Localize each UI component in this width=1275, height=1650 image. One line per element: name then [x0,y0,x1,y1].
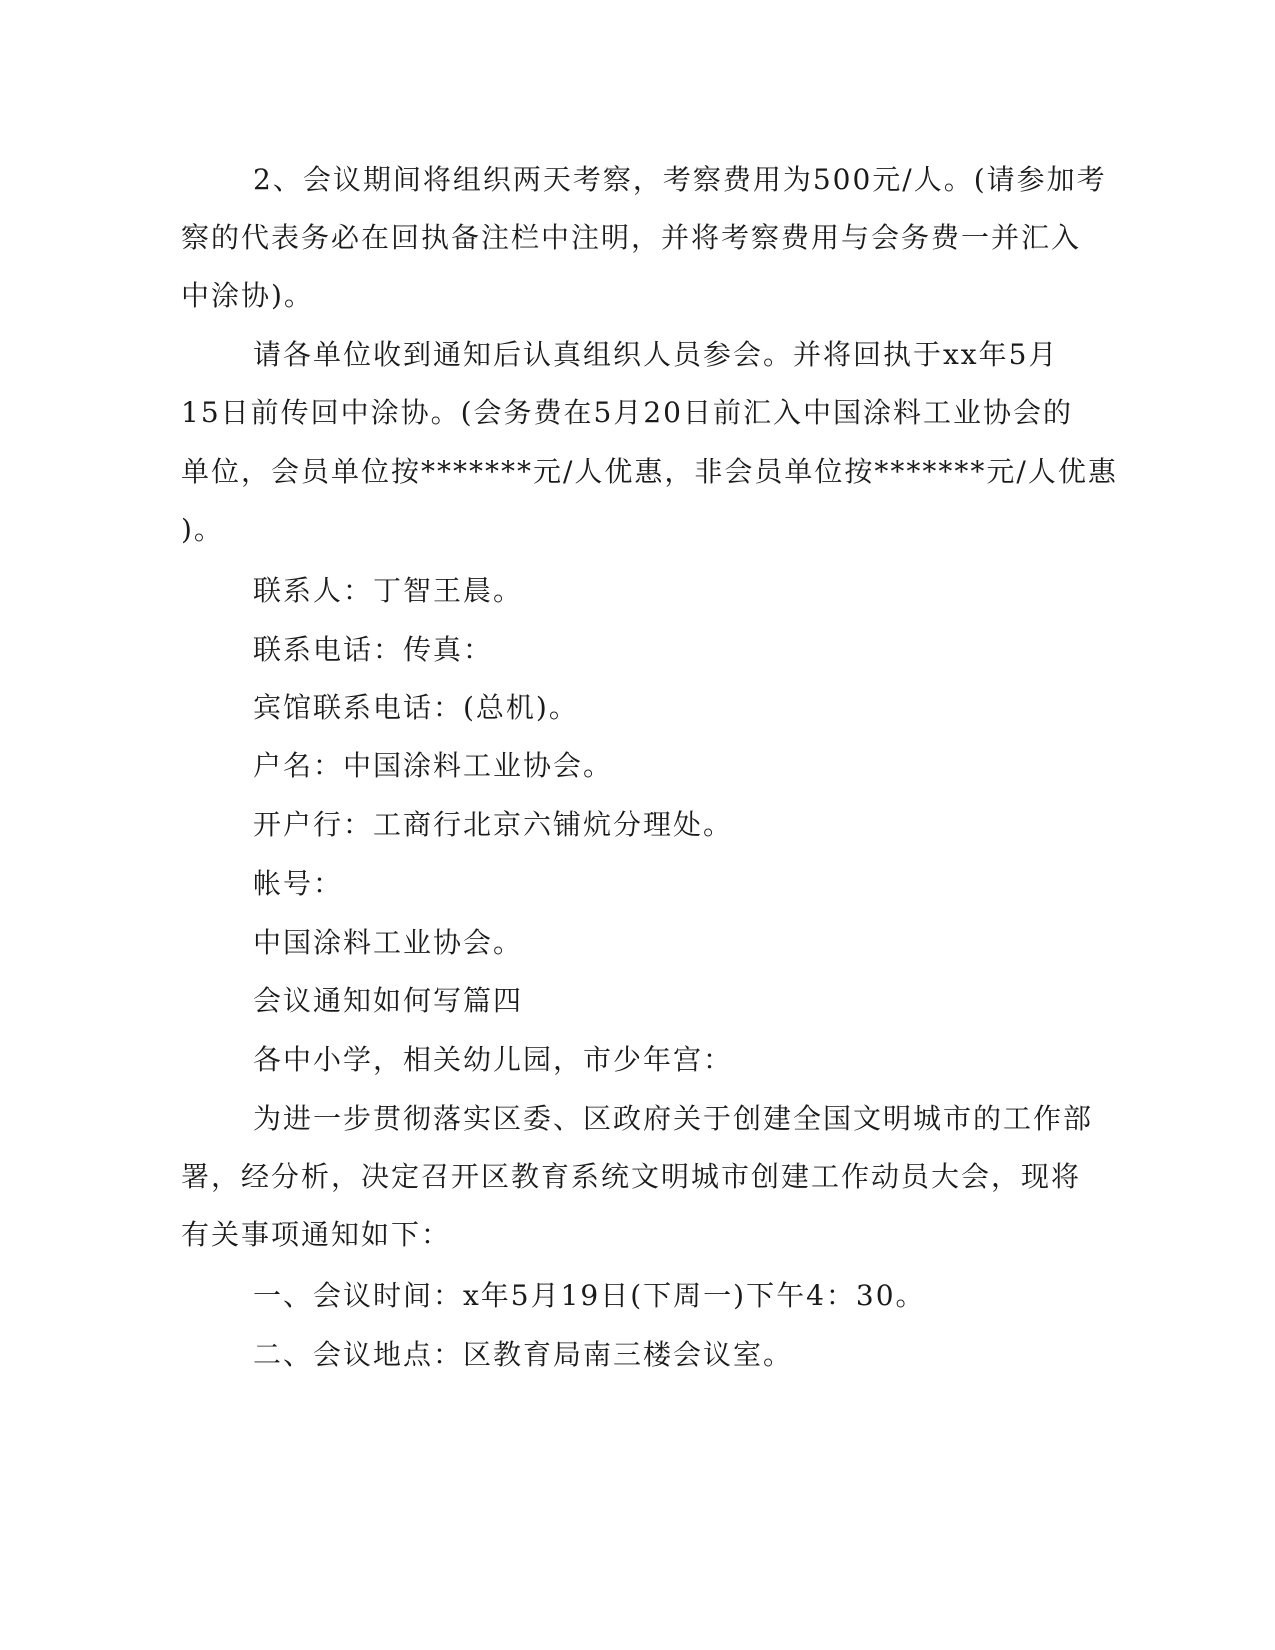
contact-phone-fax: 联系电话：传真： [253,633,494,666]
para-inspection-line-1: 2、会议期间将组织两天考察，考察费用为500元/人。(请参加考 [253,163,1107,196]
section-heading: 会议通知如何写篇四 [253,984,524,1017]
association-name: 中国涂料工业协会。 [253,926,524,959]
account-name: 户名：中国涂料工业协会。 [253,749,614,782]
hotel-phone: 宾馆联系电话：(总机)。 [253,691,579,724]
bank-branch: 开户行：工商行北京六铺炕分理处。 [253,808,734,841]
para-intro-line-1: 为进一步贯彻落实区委、区政府关于创建全国文明城市的工作部 [253,1102,1094,1135]
para-inspection-line-2: 察的代表务必在回执备注栏中注明，并将考察费用与会务费一并汇入 [181,221,1082,254]
para-inspection-line-3: 中涂协)。 [181,279,314,312]
para-receipt-line-2: 15日前传回中涂协。(会务费在5月20日前汇入中国涂料工业协会的 [181,396,1073,429]
para-intro-line-3: 有关事项通知如下： [181,1218,452,1251]
meeting-location: 二、会议地点：区教育局南三楼会议室。 [253,1338,794,1371]
para-intro-line-2: 署，经分析，决定召开区教育系统文明城市创建工作动员大会，现将 [181,1160,1082,1193]
meeting-time: 一、会议时间：x年5月19日(下周一)下午4：30。 [253,1279,926,1312]
para-receipt-line-3: 单位，会员单位按*******元/人优惠，非会员单位按*******元/人优惠 [181,455,1118,488]
para-receipt-line-1: 请各单位收到通知后认真组织人员参会。并将回执于xx年5月 [253,338,1059,371]
contact-person: 联系人：丁智王晨。 [253,574,524,607]
account-number: 帐号： [253,867,344,900]
para-receipt-line-4: )。 [181,513,224,546]
addressees: 各中小学，相关幼儿园，市少年宫： [253,1043,734,1076]
